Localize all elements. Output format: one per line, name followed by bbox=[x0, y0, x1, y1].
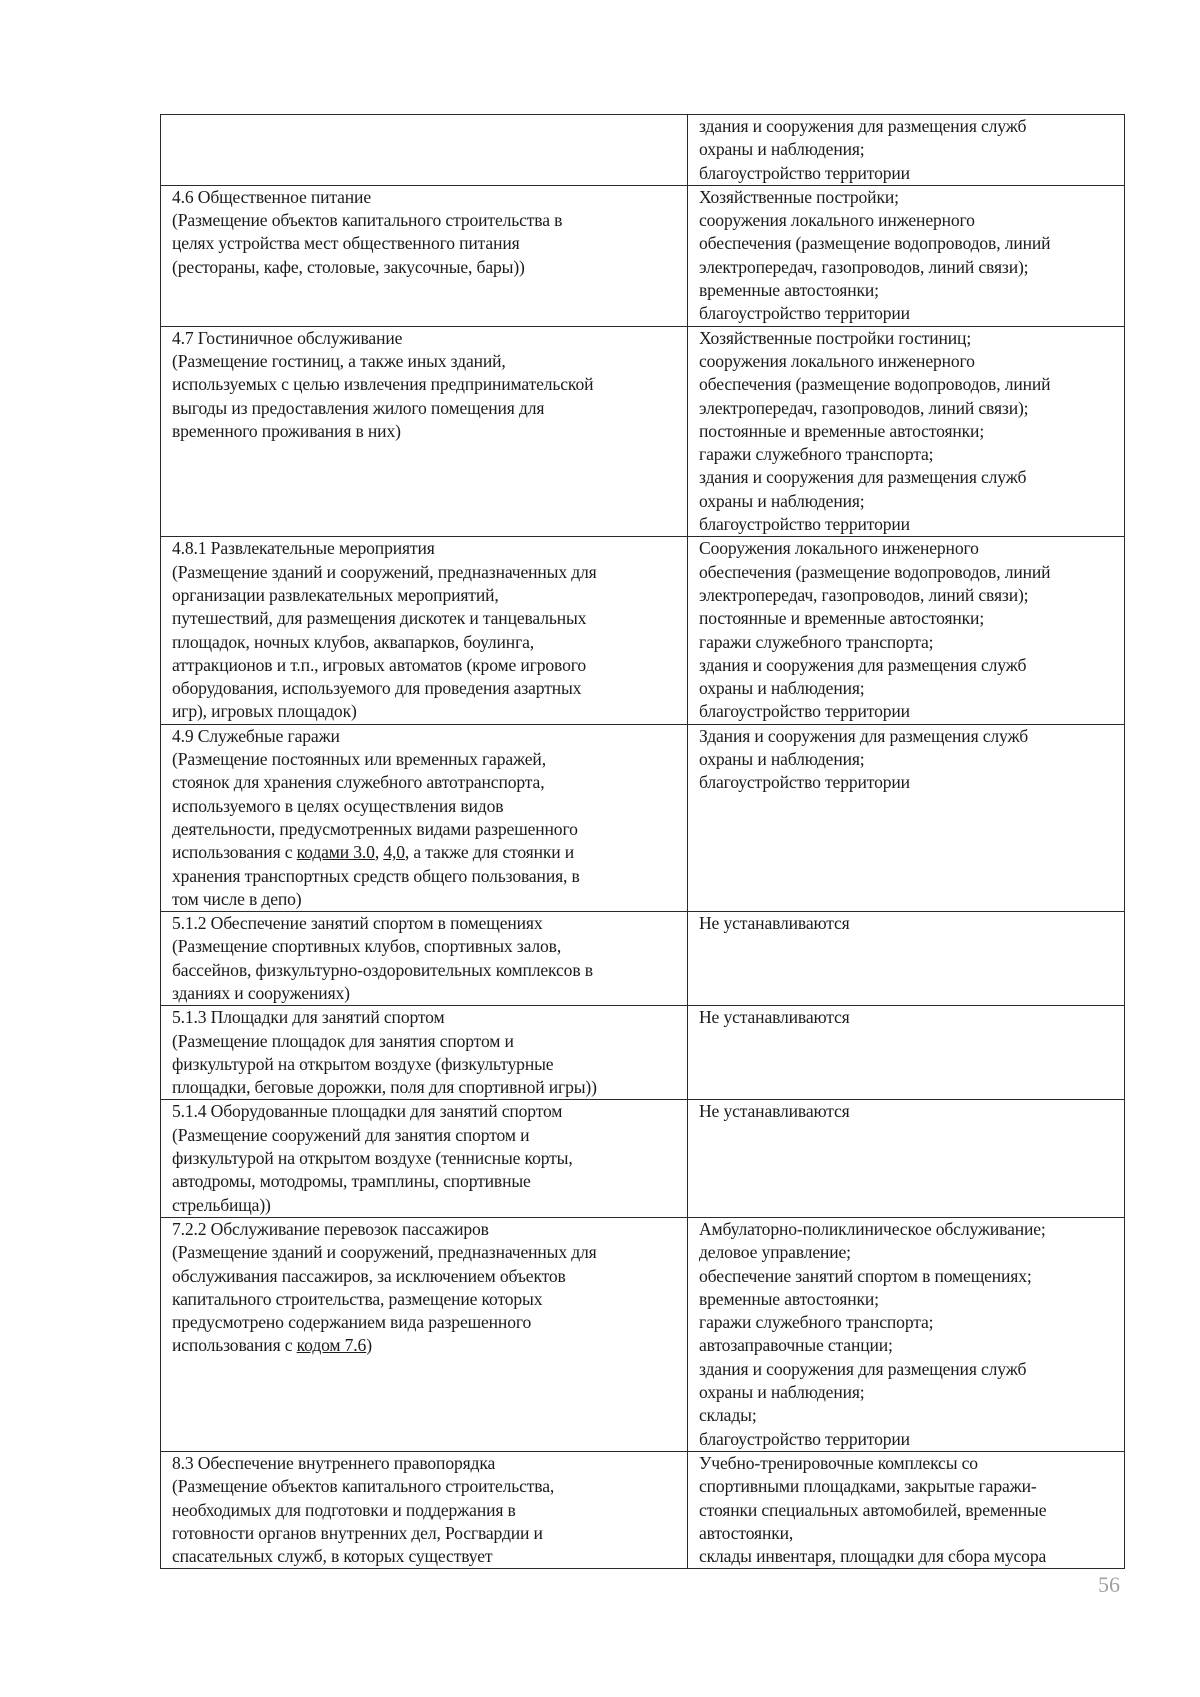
cell-text-line: Амбулаторно-поликлиническое обслуживание; bbox=[699, 1218, 1046, 1239]
table-row bbox=[161, 185, 1125, 326]
cell-text-line: сооружения локального инженерного bbox=[699, 350, 975, 371]
cell-text-line: путешествий, для размещения дискотек и танцевальных bbox=[172, 608, 587, 629]
use-type-cell bbox=[161, 326, 688, 537]
cell-text-line: охраны и наблюдения; bbox=[699, 139, 865, 160]
cell-text-line: здания и сооружения для размещения служб bbox=[699, 116, 1027, 136]
cell-text-line: Не устанавливаются bbox=[699, 1007, 850, 1028]
text-segment: ) bbox=[366, 1335, 372, 1356]
cell-text-line: сооружения локального инженерного bbox=[699, 210, 975, 231]
cell-text-line: 4.7 Гостиничное обслуживание bbox=[172, 327, 403, 348]
auxiliary-uses-cell bbox=[688, 1217, 1125, 1451]
cell-text-line bbox=[172, 841, 679, 864]
use-type-cell bbox=[161, 912, 688, 1006]
auxiliary-uses-cell bbox=[688, 185, 1125, 326]
cell-text-line: автозаправочные станции; bbox=[699, 1335, 893, 1356]
use-type-cell bbox=[161, 537, 688, 724]
auxiliary-uses-cell bbox=[688, 912, 1125, 1006]
cell-text-line: автостоянки, bbox=[699, 1522, 794, 1543]
table-row bbox=[161, 1100, 1125, 1217]
cell-text-line: благоустройство территории bbox=[699, 162, 910, 183]
cell-text-line: благоустройство территории bbox=[699, 1428, 910, 1449]
cell-text-line: (Размещение сооружений для занятия спортом и bbox=[172, 1124, 530, 1145]
cell-text-line: (Размещение спортивных клубов, спортивных залов, bbox=[172, 936, 562, 957]
cell-text-line: (рестораны, кафе, столовые, закусочные, бары)) bbox=[172, 256, 525, 277]
cell-text-line: обеспечения (размещение водопроводов, линий bbox=[699, 374, 1051, 395]
cell-text-line: временные автостоянки; bbox=[699, 1288, 879, 1309]
cell-text-line: (Размещение объектов капитального строительства в bbox=[172, 210, 563, 231]
cell-text-line: площадки, беговые дорожки, поля для спортивной игры)) bbox=[172, 1077, 597, 1098]
cell-text-line: временные автостоянки; bbox=[699, 280, 879, 301]
cell-text-line: обслуживания пассажиров, за исключением объектов bbox=[172, 1265, 566, 1286]
cell-text-line: используемых с целью извлечения предпринимательской bbox=[172, 374, 594, 395]
cell-text-line: Сооружения локального инженерного bbox=[699, 538, 979, 559]
cell-text-line: хранения транспортных средств общего пользования, в bbox=[172, 865, 580, 886]
code-reference-link[interactable]: 4,0 bbox=[383, 842, 405, 863]
code-reference-link[interactable]: кодом 7.6 bbox=[296, 1335, 367, 1356]
auxiliary-uses-cell bbox=[688, 1100, 1125, 1217]
permitted-uses-table bbox=[160, 114, 1125, 1569]
cell-text-line: используемого в целях осуществления видов bbox=[172, 795, 504, 816]
cell-text-line: 4.9 Служебные гаражи bbox=[172, 725, 340, 746]
use-type-cell bbox=[161, 1006, 688, 1100]
cell-text-line: постоянные и временные автостоянки; bbox=[699, 608, 985, 629]
use-type-cell bbox=[161, 724, 688, 911]
cell-text-line: благоустройство территории bbox=[699, 303, 910, 324]
cell-text-line: Хозяйственные постройки; bbox=[699, 186, 899, 207]
cell-text-line: зданиях и сооружениях) bbox=[172, 982, 350, 1003]
text-segment: использования с bbox=[172, 842, 297, 863]
cell-text-line: 5.1.3 Площадки для занятий спортом bbox=[172, 1007, 445, 1028]
cell-text-line: здания и сооружения для размещения служб bbox=[699, 1358, 1027, 1379]
cell-text-line: деловое управление; bbox=[699, 1242, 851, 1263]
cell-text-line: физкультурой на открытом воздухе (физкультурные bbox=[172, 1053, 554, 1074]
cell-text-line: гаражи служебного транспорта; bbox=[699, 631, 934, 652]
cell-text-line: физкультурой на открытом воздухе (теннисные корты, bbox=[172, 1148, 573, 1169]
auxiliary-uses-cell bbox=[688, 1006, 1125, 1100]
use-type-cell bbox=[161, 185, 688, 326]
cell-text-line: (Размещение гостиниц, а также иных зданий, bbox=[172, 350, 506, 371]
cell-text-line: Не устанавливаются bbox=[699, 913, 850, 934]
cell-text-line: охраны и наблюдения; bbox=[699, 490, 865, 511]
cell-text-line: Здания и сооружения для размещения служб bbox=[699, 725, 1029, 746]
cell-text-line: капитального строительства, размещение которых bbox=[172, 1288, 543, 1309]
cell-text-line: гаражи служебного транспорта; bbox=[699, 1312, 934, 1333]
cell-text-line: выгоды из предоставления жилого помещения для bbox=[172, 397, 545, 418]
table-row bbox=[161, 1006, 1125, 1100]
auxiliary-uses-cell bbox=[688, 1451, 1125, 1568]
cell-text-line: охраны и наблюдения; bbox=[699, 749, 865, 770]
cell-text-line: площадок, ночных клубов, аквапарков, боулинга, bbox=[172, 631, 535, 652]
cell-text-line: здания и сооружения для размещения служб bbox=[699, 654, 1027, 675]
cell-text-line: аттракционов и т.п., игровых автоматов (кроме игрового bbox=[172, 654, 586, 675]
cell-text-line: 5.1.2 Обеспечение занятий спортом в помещениях bbox=[172, 913, 543, 934]
cell-text-line: (Размещение зданий и сооружений, предназначенных для bbox=[172, 1242, 597, 1263]
cell-text-line: стоянки специальных автомобилей, временные bbox=[699, 1499, 1047, 1520]
cell-text-line: склады инвентаря, площадки для сбора мусора bbox=[699, 1546, 1047, 1567]
use-type-cell bbox=[161, 1451, 688, 1568]
cell-text-line: 5.1.4 Оборудованные площадки для занятий спортом bbox=[172, 1101, 563, 1122]
use-type-cell bbox=[161, 115, 688, 186]
cell-text-line: 4.8.1 Развлекательные мероприятия bbox=[172, 538, 435, 559]
table-row bbox=[161, 326, 1125, 537]
auxiliary-uses-cell bbox=[688, 537, 1125, 724]
auxiliary-uses-cell bbox=[688, 115, 1125, 186]
cell-text-line: гаражи служебного транспорта; bbox=[699, 444, 934, 465]
cell-text-line: Хозяйственные постройки гостиниц; bbox=[699, 327, 972, 348]
auxiliary-uses-cell bbox=[688, 326, 1125, 537]
cell-text-line: целях устройства мест общественного питания bbox=[172, 233, 520, 254]
cell-text-line: 4.6 Общественное питание bbox=[172, 186, 371, 207]
cell-text-line: спортивными площадками, закрытые гаражи- bbox=[699, 1476, 1037, 1497]
cell-text-line: автодромы, мотодромы, трамплины, спортивные bbox=[172, 1171, 531, 1192]
cell-text-line: охраны и наблюдения; bbox=[699, 1382, 865, 1403]
cell-text-line: склады; bbox=[699, 1405, 757, 1426]
cell-text-line: обеспечения (размещение водопроводов, линий bbox=[699, 233, 1051, 254]
cell-text-line bbox=[172, 1334, 679, 1357]
cell-text-line: игр), игровых площадок) bbox=[172, 701, 357, 722]
cell-text-line: бассейнов, физкультурно-оздоровительных комплексов в bbox=[172, 959, 593, 980]
cell-text-line: (Размещение зданий и сооружений, предназначенных для bbox=[172, 561, 597, 582]
cell-text-line: готовности органов внутренних дел, Росгвардии и bbox=[172, 1522, 543, 1543]
cell-text-line: оборудования, используемого для проведения азартных bbox=[172, 678, 582, 699]
cell-text-line: обеспечение занятий спортом в помещениях; bbox=[699, 1265, 1032, 1286]
table-row bbox=[161, 115, 1125, 186]
text-segment: , а также для стоянки и bbox=[404, 842, 575, 863]
text-segment: , bbox=[374, 842, 384, 863]
cell-text-line: благоустройство территории bbox=[699, 514, 910, 535]
cell-text-line: временного проживания в них) bbox=[172, 420, 401, 441]
table-row bbox=[161, 537, 1125, 724]
cell-text-line: спасательных служб, в которых существует bbox=[172, 1546, 493, 1567]
table-row bbox=[161, 724, 1125, 911]
cell-text-line: Не устанавливаются bbox=[699, 1101, 850, 1122]
cell-text-line: деятельности, предусмотренных видами разрешенного bbox=[172, 818, 578, 839]
cell-text-line: постоянные и временные автостоянки; bbox=[699, 420, 985, 441]
use-type-cell bbox=[161, 1217, 688, 1451]
code-reference-link[interactable]: кодами 3.0 bbox=[296, 842, 375, 863]
table-row bbox=[161, 1217, 1125, 1451]
cell-text-line: 8.3 Обеспечение внутреннего правопорядка bbox=[172, 1452, 496, 1473]
cell-text-line: обеспечения (размещение водопроводов, линий bbox=[699, 561, 1051, 582]
cell-text-line: электропередач, газопроводов, линий связи); bbox=[699, 584, 1029, 605]
auxiliary-uses-cell bbox=[688, 724, 1125, 911]
cell-text-line: необходимых для подготовки и поддержания в bbox=[172, 1499, 516, 1520]
cell-text-line: Учебно-тренировочные комплексы со bbox=[699, 1452, 978, 1473]
cell-text-line: здания и сооружения для размещения служб bbox=[699, 467, 1027, 488]
table-row bbox=[161, 1451, 1125, 1568]
cell-text-line: благоустройство территории bbox=[699, 772, 910, 793]
cell-text-line: (Размещение площадок для занятия спортом и bbox=[172, 1030, 514, 1051]
table-row bbox=[161, 912, 1125, 1006]
cell-text-line: электропередач, газопроводов, линий связи); bbox=[699, 397, 1029, 418]
table-body bbox=[161, 115, 1125, 1569]
cell-text-line: (Размещение постоянных или временных гаражей, bbox=[172, 749, 546, 770]
page-number: 56 bbox=[1098, 1572, 1120, 1597]
cell-text-line: том числе в депо) bbox=[172, 888, 302, 909]
cell-text-line: (Размещение объектов капитального строительства, bbox=[172, 1476, 555, 1497]
cell-text-line: организации развлекательных мероприятий, bbox=[172, 584, 499, 605]
cell-text-line: 7.2.2 Обслуживание перевозок пассажиров bbox=[172, 1218, 489, 1239]
cell-text-line: предусмотрено содержанием вида разрешенного bbox=[172, 1312, 532, 1333]
text-segment: использования с bbox=[172, 1335, 297, 1356]
cell-text-line: стоянок для хранения служебного автотранспорта, bbox=[172, 772, 545, 793]
use-type-cell bbox=[161, 1100, 688, 1217]
cell-text-line: стрельбища)) bbox=[172, 1194, 271, 1215]
cell-text-line: электропередач, газопроводов, линий связи); bbox=[699, 256, 1029, 277]
cell-text-line: благоустройство территории bbox=[699, 701, 910, 722]
cell-text-line: охраны и наблюдения; bbox=[699, 678, 865, 699]
